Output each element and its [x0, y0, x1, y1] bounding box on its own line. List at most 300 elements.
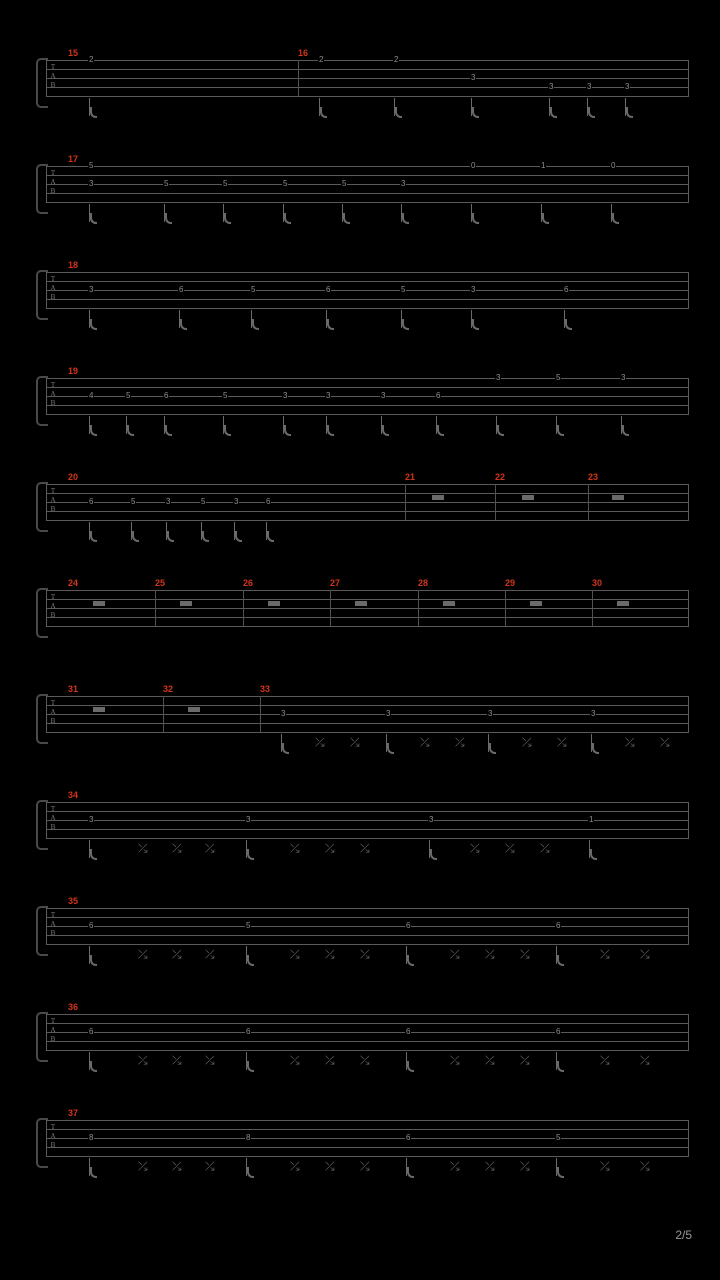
multi-measure-rest [522, 495, 534, 500]
start-barline [46, 166, 47, 202]
tab-clef-letter: T [50, 381, 56, 389]
staff-line [46, 1138, 689, 1139]
rest-symbol: ⤰ [520, 1053, 530, 1067]
bar-number: 25 [155, 578, 166, 588]
rest-symbol: ⤰ [360, 841, 370, 855]
end-barline [688, 590, 689, 626]
staff-line [46, 202, 689, 203]
barline [495, 484, 496, 520]
staff-line [46, 405, 689, 406]
tab-clef-letter: T [50, 1017, 56, 1025]
rest-symbol: ⤰ [600, 947, 610, 961]
fret-number: 2 [89, 55, 94, 64]
fret-number: 6 [436, 391, 441, 400]
tab-clef [48, 381, 58, 408]
tab-clef-letter: B [50, 293, 56, 301]
note-flag [165, 213, 172, 224]
fret-number: 5 [223, 179, 228, 188]
fret-number: 3 [621, 373, 626, 382]
fret-number: 3 [326, 391, 331, 400]
tab-staff [46, 484, 689, 520]
tab-clef-letter: A [50, 602, 56, 610]
bar-number: 27 [330, 578, 341, 588]
fret-number: 6 [564, 285, 569, 294]
bar-number: 29 [505, 578, 516, 588]
note-flag [90, 849, 97, 860]
multi-measure-rest [612, 495, 624, 500]
note-flag [489, 743, 496, 754]
start-barline [46, 60, 47, 96]
fret-number: 6 [246, 1027, 251, 1036]
note-flag [235, 531, 242, 542]
rest-symbol: ⤰ [520, 947, 530, 961]
note-flag [165, 425, 172, 436]
rest-symbol: ⤰ [640, 1053, 650, 1067]
rest-symbol: ⤰ [172, 947, 182, 961]
multi-measure-rest [432, 495, 444, 500]
fret-number: 5 [246, 921, 251, 930]
rest-symbol: ⤰ [557, 735, 567, 749]
rest-symbol: ⤰ [138, 1053, 148, 1067]
note-flag [387, 743, 394, 754]
bar-number: 23 [588, 472, 599, 482]
start-barline [46, 802, 47, 838]
end-barline [688, 60, 689, 96]
note-flag [167, 531, 174, 542]
note-flag [557, 1061, 564, 1072]
rest-symbol: ⤰ [640, 1159, 650, 1173]
rest-symbol: ⤰ [325, 1053, 335, 1067]
rest-symbol: ⤰ [205, 1053, 215, 1067]
tab-clef [48, 63, 58, 90]
fret-number: 5 [556, 373, 561, 382]
multi-measure-rest [93, 601, 105, 606]
tab-clef-letter: T [50, 63, 56, 71]
tab-clef-letter: A [50, 72, 56, 80]
staff-line [46, 511, 689, 512]
note-flag [622, 425, 629, 436]
tab-staff [46, 272, 689, 308]
note-flag [472, 319, 479, 330]
fret-number: 3 [549, 82, 554, 91]
multi-measure-rest [188, 707, 200, 712]
multi-measure-rest [617, 601, 629, 606]
note-flag [247, 1167, 254, 1178]
note-flag [407, 1167, 414, 1178]
note-flag [90, 213, 97, 224]
staff-line [46, 493, 689, 494]
tab-clef-letter: B [50, 1035, 56, 1043]
fret-number: 3 [281, 709, 286, 718]
tab-clef [48, 487, 58, 514]
rest-symbol: ⤰ [360, 1053, 370, 1067]
staff-line [46, 414, 689, 415]
rest-symbol: ⤰ [138, 947, 148, 961]
staff-line [46, 387, 689, 388]
fret-number: 3 [283, 391, 288, 400]
note-flag [557, 1167, 564, 1178]
fret-number: 5 [223, 391, 228, 400]
bar-number: 30 [592, 578, 603, 588]
fret-number: 3 [471, 73, 476, 82]
note-flag [550, 107, 557, 118]
note-flag [542, 213, 549, 224]
start-barline [46, 1120, 47, 1156]
tab-clef-letter: B [50, 717, 56, 725]
note-flag [565, 319, 572, 330]
rest-symbol: ⤰ [350, 735, 360, 749]
staff-line [46, 78, 689, 79]
note-flag [282, 743, 289, 754]
staff-line [46, 308, 689, 309]
staff-line [46, 917, 689, 918]
bar-number: 26 [243, 578, 254, 588]
barline [405, 484, 406, 520]
fret-number: 6 [89, 1027, 94, 1036]
tab-clef-letter: B [50, 1141, 56, 1149]
tab-staff [46, 1120, 689, 1156]
tab-clef [48, 169, 58, 196]
rest-symbol: ⤰ [640, 947, 650, 961]
rest-symbol: ⤰ [505, 841, 515, 855]
note-flag [224, 425, 231, 436]
note-flag [430, 849, 437, 860]
note-flag [284, 425, 291, 436]
note-flag [90, 531, 97, 542]
note-flag [90, 1061, 97, 1072]
bar-number: 32 [163, 684, 174, 694]
tab-staff [46, 908, 689, 944]
multi-measure-rest [443, 601, 455, 606]
fret-number: 3 [401, 179, 406, 188]
fret-number: 6 [326, 285, 331, 294]
rest-symbol: ⤰ [660, 735, 670, 749]
tab-staff [46, 590, 689, 626]
start-barline [46, 696, 47, 732]
barline [243, 590, 244, 626]
tab-clef-letter: A [50, 390, 56, 398]
end-barline [688, 696, 689, 732]
bar-number: 17 [68, 154, 79, 164]
fret-number: 3 [429, 815, 434, 824]
staff-line [46, 1120, 689, 1121]
barline [588, 484, 589, 520]
fret-number: 0 [611, 161, 616, 170]
tab-clef-letter: B [50, 399, 56, 407]
note-flag [327, 425, 334, 436]
note-flag [327, 319, 334, 330]
note-flag [626, 107, 633, 118]
staff-line [46, 829, 689, 830]
staff-line [46, 1032, 689, 1033]
rest-symbol: ⤰ [290, 1053, 300, 1067]
note-flag [590, 849, 597, 860]
fret-number: 3 [381, 391, 386, 400]
tab-clef [48, 1123, 58, 1150]
tab-staff [46, 60, 689, 96]
note-flag [407, 955, 414, 966]
rest-symbol: ⤰ [290, 1159, 300, 1173]
fret-number: 3 [488, 709, 493, 718]
tab-clef-letter: T [50, 911, 56, 919]
rest-symbol: ⤰ [485, 1159, 495, 1173]
rest-symbol: ⤰ [290, 947, 300, 961]
end-barline [688, 484, 689, 520]
rest-symbol: ⤰ [470, 841, 480, 855]
note-flag [90, 319, 97, 330]
note-flag [267, 531, 274, 542]
barline [163, 696, 164, 732]
barline [330, 590, 331, 626]
tab-clef-letter: T [50, 169, 56, 177]
staff-line [46, 1041, 689, 1042]
end-barline [688, 1014, 689, 1050]
staff-line [46, 1129, 689, 1130]
tab-staff [46, 378, 689, 414]
note-flag [382, 425, 389, 436]
tab-clef-letter: B [50, 929, 56, 937]
fret-number: 5 [283, 179, 288, 188]
bar-number: 35 [68, 896, 79, 906]
rest-symbol: ⤰ [205, 1159, 215, 1173]
staff-line [46, 396, 689, 397]
bar-number: 33 [260, 684, 271, 694]
fret-number: 3 [246, 815, 251, 824]
tab-staff [46, 166, 689, 202]
rest-symbol: ⤰ [360, 947, 370, 961]
note-flag [343, 213, 350, 224]
tab-clef-letter: A [50, 284, 56, 292]
tab-clef-letter: A [50, 708, 56, 716]
rest-symbol: ⤰ [360, 1159, 370, 1173]
rest-symbol: ⤰ [450, 1159, 460, 1173]
rest-symbol: ⤰ [205, 841, 215, 855]
tab-clef-letter: A [50, 496, 56, 504]
staff-line [46, 935, 689, 936]
rest-symbol: ⤰ [325, 841, 335, 855]
rest-symbol: ⤰ [522, 735, 532, 749]
note-flag [224, 213, 231, 224]
staff-line [46, 378, 689, 379]
tab-clef-letter: T [50, 1123, 56, 1131]
bar-number: 37 [68, 1108, 79, 1118]
staff-line [46, 802, 689, 803]
rest-symbol: ⤰ [450, 1053, 460, 1067]
note-flag [588, 107, 595, 118]
bar-number: 36 [68, 1002, 79, 1012]
tab-clef-letter: A [50, 1132, 56, 1140]
note-flag [612, 213, 619, 224]
rest-symbol: ⤰ [625, 735, 635, 749]
bar-number: 15 [68, 48, 79, 58]
rest-symbol: ⤰ [520, 1159, 530, 1173]
fret-number: 6 [164, 391, 169, 400]
note-flag [402, 319, 409, 330]
fret-number: 5 [251, 285, 256, 294]
tab-clef-letter: T [50, 805, 56, 813]
note-flag [90, 107, 97, 118]
rest-symbol: ⤰ [485, 1053, 495, 1067]
fret-number: 3 [471, 285, 476, 294]
staff-line [46, 1156, 689, 1157]
barline [505, 590, 506, 626]
staff-line [46, 60, 689, 61]
fret-number: 3 [591, 709, 596, 718]
tab-clef-letter: B [50, 823, 56, 831]
page-number: 2/5 [675, 1228, 692, 1242]
tab-staff [46, 1014, 689, 1050]
rest-symbol: ⤰ [420, 735, 430, 749]
end-barline [688, 272, 689, 308]
staff-line [46, 926, 689, 927]
fret-number: 6 [89, 921, 94, 930]
fret-number: 6 [406, 921, 411, 930]
bar-number: 31 [68, 684, 79, 694]
bar-number: 20 [68, 472, 79, 482]
fret-number: 3 [386, 709, 391, 718]
rest-symbol: ⤰ [172, 1159, 182, 1173]
barline [260, 696, 261, 732]
tab-clef [48, 911, 58, 938]
fret-number: 8 [246, 1133, 251, 1142]
bar-number: 19 [68, 366, 79, 376]
fret-number: 3 [89, 179, 94, 188]
tab-clef [48, 593, 58, 620]
multi-measure-rest [180, 601, 192, 606]
note-flag [557, 425, 564, 436]
fret-number: 5 [201, 497, 206, 506]
rest-symbol: ⤰ [172, 1053, 182, 1067]
staff-line [46, 281, 689, 282]
barline [592, 590, 593, 626]
fret-number: 5 [164, 179, 169, 188]
bar-number: 22 [495, 472, 506, 482]
note-flag [472, 213, 479, 224]
rest-symbol: ⤰ [325, 1159, 335, 1173]
start-barline [46, 1014, 47, 1050]
fret-number: 3 [89, 285, 94, 294]
note-flag [247, 955, 254, 966]
tab-clef [48, 805, 58, 832]
fret-number: 3 [166, 497, 171, 506]
fret-number: 6 [89, 497, 94, 506]
staff-line [46, 723, 689, 724]
multi-measure-rest [93, 707, 105, 712]
end-barline [688, 378, 689, 414]
start-barline [46, 484, 47, 520]
staff-line [46, 811, 689, 812]
end-barline [688, 908, 689, 944]
bar-number: 21 [405, 472, 416, 482]
staff-line [46, 272, 689, 273]
fret-number: 3 [234, 497, 239, 506]
fret-number: 2 [394, 55, 399, 64]
fret-number: 5 [342, 179, 347, 188]
bar-number: 34 [68, 790, 79, 800]
fret-number: 6 [266, 497, 271, 506]
tab-clef-letter: B [50, 187, 56, 195]
fret-number: 3 [496, 373, 501, 382]
fret-number: 5 [401, 285, 406, 294]
bar-number: 16 [298, 48, 309, 58]
fret-number: 1 [589, 815, 594, 824]
end-barline [688, 1120, 689, 1156]
barline [298, 60, 299, 96]
note-flag [180, 319, 187, 330]
staff-line [46, 87, 689, 88]
fret-number: 3 [587, 82, 592, 91]
end-barline [688, 166, 689, 202]
rest-symbol: ⤰ [138, 841, 148, 855]
multi-measure-rest [530, 601, 542, 606]
rest-symbol: ⤰ [205, 947, 215, 961]
staff-line [46, 944, 689, 945]
staff-line [46, 1147, 689, 1148]
note-flag [407, 1061, 414, 1072]
note-flag [437, 425, 444, 436]
tab-clef-letter: A [50, 178, 56, 186]
tab-clef [48, 275, 58, 302]
staff-line [46, 193, 689, 194]
note-flag [247, 1061, 254, 1072]
staff-line [46, 732, 689, 733]
tab-clef-letter: B [50, 611, 56, 619]
note-flag [557, 955, 564, 966]
staff-line [46, 502, 689, 503]
staff-line [46, 1023, 689, 1024]
rest-symbol: ⤰ [450, 947, 460, 961]
note-flag [395, 107, 402, 118]
staff-line [46, 175, 689, 176]
fret-number: 6 [179, 285, 184, 294]
note-flag [402, 213, 409, 224]
staff-line [46, 520, 689, 521]
tab-clef-letter: T [50, 487, 56, 495]
note-flag [132, 531, 139, 542]
note-flag [90, 1167, 97, 1178]
staff-line [46, 626, 689, 627]
staff-line [46, 1014, 689, 1015]
fret-number: 6 [556, 921, 561, 930]
staff-line [46, 1050, 689, 1051]
note-flag [592, 743, 599, 754]
tab-clef-letter: A [50, 1026, 56, 1034]
note-flag [127, 425, 134, 436]
tab-clef-letter: T [50, 699, 56, 707]
rest-symbol: ⤰ [600, 1053, 610, 1067]
bar-number: 24 [68, 578, 79, 588]
start-barline [46, 908, 47, 944]
fret-number: 5 [131, 497, 136, 506]
fret-number: 8 [89, 1133, 94, 1142]
tab-clef-letter: B [50, 81, 56, 89]
note-flag [284, 213, 291, 224]
note-flag [320, 107, 327, 118]
rest-symbol: ⤰ [485, 947, 495, 961]
fret-number: 1 [541, 161, 546, 170]
bar-number: 18 [68, 260, 79, 270]
staff-line [46, 908, 689, 909]
staff-line [46, 184, 689, 185]
fret-number: 6 [556, 1027, 561, 1036]
end-barline [688, 802, 689, 838]
barline [418, 590, 419, 626]
staff-line [46, 696, 689, 697]
fret-number: 3 [89, 815, 94, 824]
fret-number: 0 [471, 161, 476, 170]
staff-line [46, 484, 689, 485]
note-flag [90, 425, 97, 436]
